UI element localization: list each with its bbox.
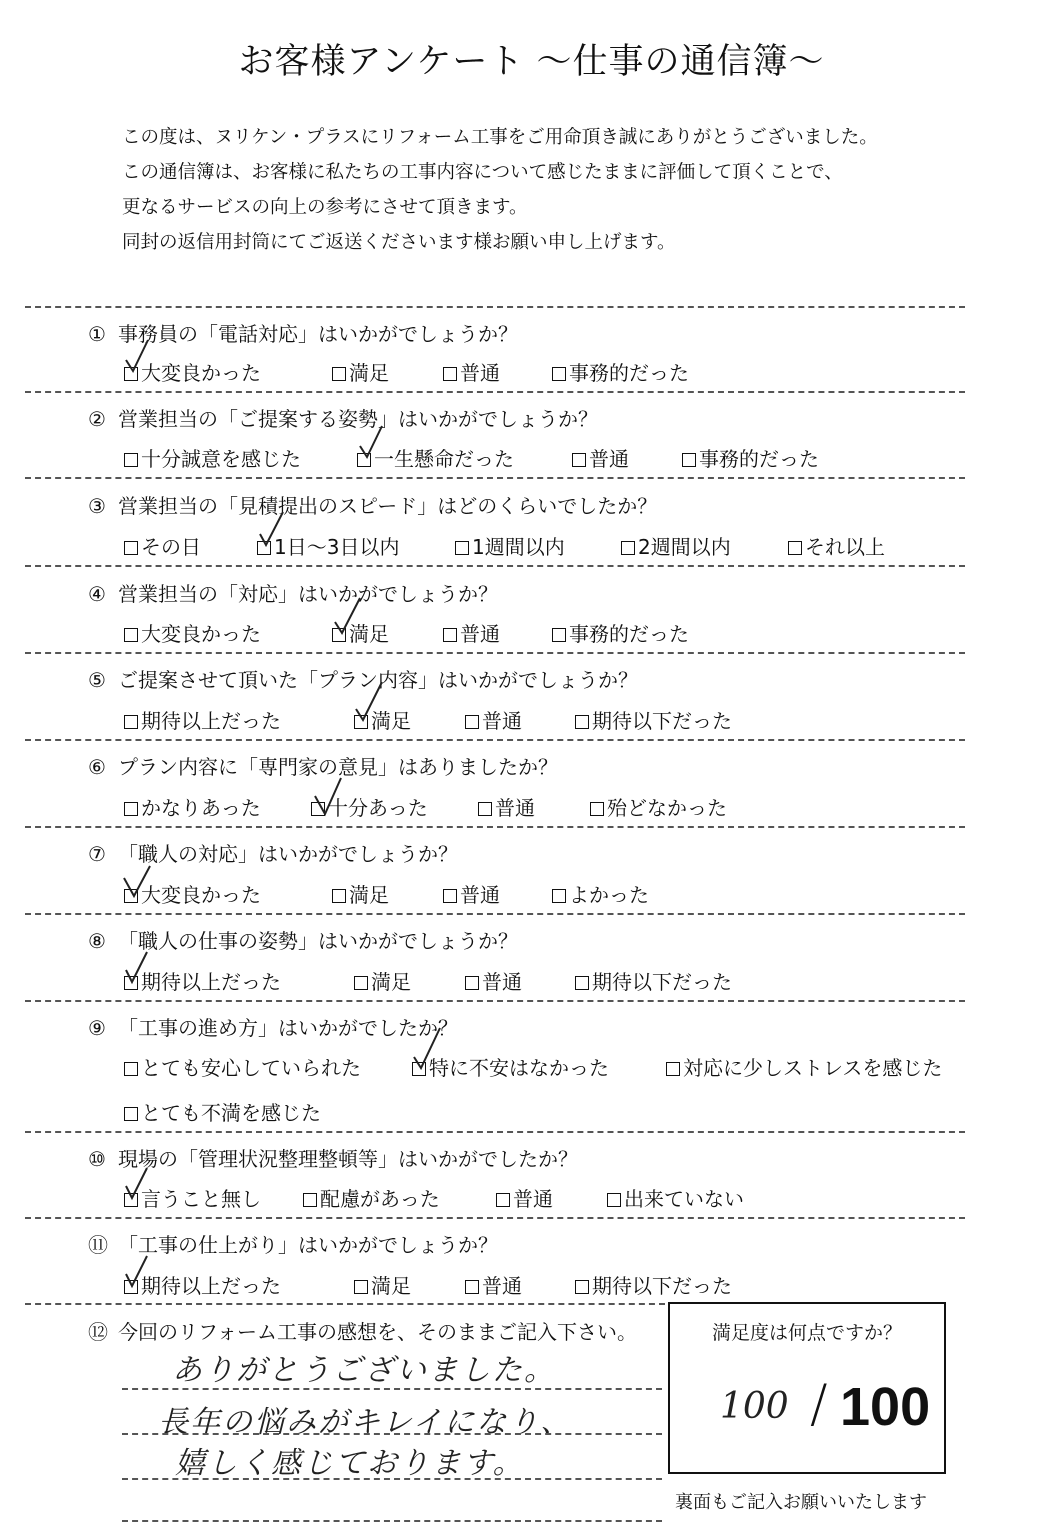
- checkbox-box[interactable]: [257, 541, 271, 555]
- option-checkbox[interactable]: とても安心していられた: [124, 1052, 361, 1081]
- option-checkbox[interactable]: 事務的だった: [552, 357, 689, 386]
- option-checkbox[interactable]: 一生懸命だった: [357, 443, 514, 472]
- question-5: ⑤ ご提案させて頂いた「プラン内容」はいかがでしょうか？: [88, 668, 638, 692]
- option-checkbox[interactable]: 普通: [478, 792, 535, 821]
- intro-line: 同封の返信用封筒にてご返送くださいます様お願い申し上げます。: [122, 232, 676, 253]
- checkbox-box[interactable]: [354, 715, 368, 729]
- option-checkbox[interactable]: 期待以上だった: [124, 705, 281, 734]
- checkbox-box[interactable]: [455, 541, 469, 555]
- checkbox-box[interactable]: [124, 715, 138, 729]
- option-checkbox[interactable]: 対応に少しストレスを感じた: [666, 1052, 942, 1081]
- score-separator: /: [810, 1374, 828, 1434]
- intro-line: この通信簿は、お客様に私たちの工事内容について感じたままに評価して頂くことで、: [122, 162, 843, 183]
- writing-line: [122, 1520, 662, 1522]
- question-8: ⑧ 「職人の仕事の姿勢」はいかがでしょうか？: [88, 929, 518, 953]
- question-text: 「職人の仕事の姿勢」はいかがでしょうか？: [118, 929, 518, 953]
- option-checkbox[interactable]: 出来ていない: [607, 1183, 744, 1212]
- checkbox-box[interactable]: [478, 802, 492, 816]
- option-checkbox[interactable]: 2週間以内: [621, 531, 731, 560]
- checkbox-box[interactable]: [575, 1280, 589, 1294]
- divider: [25, 652, 965, 654]
- option-checkbox[interactable]: とても不満を感じた: [124, 1097, 321, 1126]
- checkbox-box[interactable]: [590, 802, 604, 816]
- score-label: 満足度は何点ですか？: [711, 1322, 902, 1344]
- comment-line: ありがとうございました。: [172, 1353, 556, 1388]
- option-checkbox[interactable]: 1日～3日以内: [257, 531, 399, 560]
- checkbox-box[interactable]: [682, 453, 696, 467]
- checkbox-box[interactable]: [621, 541, 635, 555]
- question-1: ① 事務員の「電話対応」はいかがでしょうか？: [88, 322, 518, 346]
- question-text: 事務員の「電話対応」はいかがでしょうか？: [118, 322, 518, 346]
- footer-note: 裏面もご記入お願いいたします: [675, 1492, 927, 1513]
- option-checkbox[interactable]: 普通: [443, 357, 500, 386]
- checkbox-box[interactable]: [124, 889, 138, 903]
- question-2: ② 営業担当の「ご提案する姿勢」はいかがでしょうか？: [88, 407, 598, 431]
- option-checkbox[interactable]: 事務的だった: [682, 443, 819, 472]
- checkbox-box[interactable]: [124, 453, 138, 467]
- option-checkbox[interactable]: よかった: [552, 879, 649, 908]
- question-7: ⑦ 「職人の対応」はいかがでしょうか？: [88, 842, 458, 866]
- checkbox-box[interactable]: [575, 976, 589, 990]
- question-text: 「工事の仕上がり」はいかがでしょうか？: [118, 1233, 498, 1257]
- question-text: 今回のリフォーム工事の感想を、そのままご記入下さい。: [118, 1320, 637, 1344]
- checkbox-box[interactable]: [412, 1062, 426, 1076]
- option-checkbox[interactable]: 大変良かった: [124, 357, 261, 386]
- divider: [25, 913, 965, 915]
- checkbox-box[interactable]: [354, 1280, 368, 1294]
- divider: [25, 306, 965, 308]
- checkbox-box[interactable]: [311, 802, 325, 816]
- checkbox-box[interactable]: [332, 889, 346, 903]
- question-6: ⑥ プラン内容に「専門家の意見」はありましたか？: [88, 755, 558, 779]
- checkbox-box[interactable]: [552, 367, 566, 381]
- divider: [25, 565, 965, 567]
- option-checkbox[interactable]: その日: [124, 531, 201, 560]
- question-3: ③ 営業担当の「見積提出のスピード」はどのくらいでしたか？: [88, 494, 658, 518]
- option-checkbox[interactable]: 満足: [332, 879, 389, 908]
- option-checkbox[interactable]: 普通: [465, 1270, 522, 1299]
- intro-line: 更なるサービスの向上の参考にさせて頂きます。: [122, 197, 528, 218]
- divider: [25, 391, 965, 393]
- option-checkbox[interactable]: 満足: [332, 618, 389, 647]
- question-10: ⑩ 現場の「管理状況整理整頓等」はいかがでしたか？: [88, 1147, 578, 1171]
- score-max: 100: [840, 1377, 931, 1437]
- option-checkbox[interactable]: 事務的だった: [552, 618, 689, 647]
- question-text: ご提案させて頂いた「プラン内容」はいかがでしょうか？: [118, 668, 638, 692]
- question-text: 現場の「管理状況整理整頓等」はいかがでしたか？: [118, 1147, 578, 1171]
- checkbox-box[interactable]: [354, 976, 368, 990]
- option-checkbox[interactable]: 普通: [572, 443, 629, 472]
- option-checkbox[interactable]: 十分誠意を感じた: [124, 443, 301, 472]
- option-checkbox[interactable]: 普通: [465, 966, 522, 995]
- writing-line: [122, 1388, 662, 1390]
- checkbox-box[interactable]: [607, 1193, 621, 1207]
- checkbox-box[interactable]: [443, 367, 457, 381]
- checkbox-box[interactable]: [357, 453, 371, 467]
- checkbox-box[interactable]: [496, 1193, 510, 1207]
- question-text: 「工事の進め方」はいかがでしたか？: [118, 1016, 458, 1040]
- checkbox-box[interactable]: [465, 976, 479, 990]
- checkbox-box[interactable]: [124, 1107, 138, 1121]
- checkbox-box[interactable]: [124, 1062, 138, 1076]
- option-checkbox[interactable]: それ以上: [788, 531, 885, 560]
- checkbox-box[interactable]: [443, 889, 457, 903]
- checkbox-box[interactable]: [788, 541, 802, 555]
- option-checkbox[interactable]: 殆どなかった: [590, 792, 727, 821]
- question-text: 「職人の対応」はいかがでしょうか？: [118, 842, 458, 866]
- option-checkbox[interactable]: 十分あった: [311, 792, 428, 821]
- option-checkbox[interactable]: 満足: [332, 357, 389, 386]
- option-checkbox[interactable]: 満足: [354, 966, 411, 995]
- question-text: プラン内容に「専門家の意見」はありましたか？: [118, 755, 558, 779]
- checkbox-box[interactable]: [666, 1062, 680, 1076]
- comment-line: 長年の悩みがキレイになり、: [158, 1405, 573, 1440]
- checkbox-box[interactable]: [443, 628, 457, 642]
- question-text: 営業担当の「ご提案する姿勢」はいかがでしょうか？: [118, 407, 598, 431]
- divider: [25, 477, 965, 479]
- divider: [25, 1217, 965, 1219]
- checkbox-box[interactable]: [124, 628, 138, 642]
- option-checkbox[interactable]: かなりあった: [124, 792, 261, 821]
- question-text: 営業担当の「見積提出のスピード」はどのくらいでしたか？: [118, 494, 658, 518]
- divider: [25, 826, 965, 828]
- checkbox-box[interactable]: [575, 715, 589, 729]
- checkbox-box[interactable]: [552, 628, 566, 642]
- question-text: 営業担当の「対応」はいかがでしょうか？: [118, 582, 498, 606]
- option-checkbox[interactable]: 普通: [465, 705, 522, 734]
- checkbox-box[interactable]: [332, 367, 346, 381]
- option-checkbox[interactable]: 普通: [443, 618, 500, 647]
- divider: [25, 1000, 965, 1002]
- checkbox-box[interactable]: [124, 541, 138, 555]
- page-title: お客様アンケート ～仕事の通信簿～: [238, 42, 825, 82]
- divider: [25, 1131, 965, 1133]
- option-checkbox[interactable]: 1週間以内: [455, 531, 565, 560]
- score-value: 100: [720, 1386, 789, 1427]
- checkbox-box[interactable]: [124, 367, 138, 381]
- writing-line: [122, 1433, 662, 1435]
- option-checkbox[interactable]: 配慮があった: [303, 1183, 440, 1212]
- option-checkbox[interactable]: 期待以下だった: [575, 705, 732, 734]
- checkbox-box[interactable]: [465, 715, 479, 729]
- checkbox-box[interactable]: [332, 628, 346, 642]
- option-checkbox[interactable]: 期待以下だった: [575, 1270, 732, 1299]
- divider: [25, 739, 965, 741]
- checkbox-box[interactable]: [552, 889, 566, 903]
- checkbox-box[interactable]: [124, 802, 138, 816]
- divider: [25, 1303, 665, 1305]
- question-4: ④ 営業担当の「対応」はいかがでしょうか？: [88, 582, 498, 606]
- option-checkbox[interactable]: 満足: [354, 1270, 411, 1299]
- checkbox-box[interactable]: [124, 1280, 138, 1294]
- option-checkbox[interactable]: 普通: [443, 879, 500, 908]
- option-checkbox[interactable]: 期待以上だった: [124, 966, 281, 995]
- intro-line: この度は、ヌリケン・プラスにリフォーム工事をご用命頂き誠にありがとうございました。: [122, 127, 878, 148]
- question-9: ⑨ 「工事の進め方」はいかがでしたか？: [88, 1016, 458, 1040]
- option-checkbox[interactable]: 大変良かった: [124, 618, 261, 647]
- satisfaction-score-box: [668, 1302, 946, 1474]
- checkbox-box[interactable]: [124, 976, 138, 990]
- option-checkbox[interactable]: 普通: [496, 1183, 553, 1212]
- checkbox-box[interactable]: [465, 1280, 479, 1294]
- question-12: ⑫ 今回のリフォーム工事の感想を、そのままご記入下さい。: [88, 1320, 637, 1344]
- option-checkbox[interactable]: 大変良かった: [124, 879, 261, 908]
- option-checkbox[interactable]: 特に不安はなかった: [412, 1052, 609, 1081]
- option-checkbox[interactable]: 期待以上だった: [124, 1270, 281, 1299]
- question-11: ⑪ 「工事の仕上がり」はいかがでしょうか？: [88, 1233, 498, 1257]
- intro-text: [122, 120, 878, 260]
- option-checkbox[interactable]: 言うこと無し: [124, 1183, 261, 1212]
- checkbox-box[interactable]: [303, 1193, 317, 1207]
- comment-line: 嬉しく感じております。: [175, 1446, 525, 1481]
- writing-line: [122, 1478, 662, 1480]
- checkbox-box[interactable]: [124, 1193, 138, 1207]
- option-checkbox[interactable]: 期待以下だった: [575, 966, 732, 995]
- option-checkbox[interactable]: 満足: [354, 705, 411, 734]
- checkbox-box[interactable]: [572, 453, 586, 467]
